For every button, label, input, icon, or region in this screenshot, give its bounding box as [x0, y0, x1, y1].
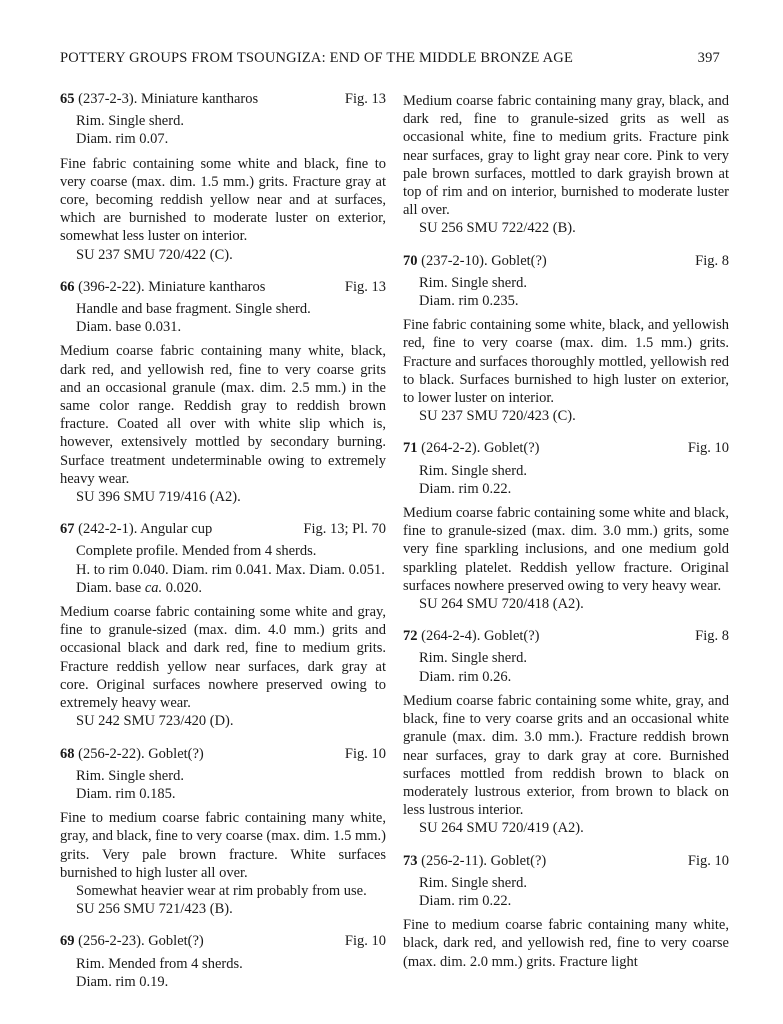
entry-number: 69	[60, 933, 75, 950]
stratigraphic-unit: SU 264 SMU 720/418 (A2).	[419, 596, 584, 613]
figure-reference: Fig. 10	[687, 852, 729, 869]
entry-label: (396-2-22). Miniature kantharos	[74, 278, 266, 295]
entry-heading	[403, 627, 729, 645]
right-column	[403, 92, 729, 985]
entry-dimensions: Diam. base 0.031.	[76, 319, 182, 336]
figure-reference: Fig. 10	[344, 745, 386, 762]
entry-dimensions: Diam. rim 0.19.	[76, 973, 169, 990]
entry-heading	[403, 252, 729, 270]
figure-reference: Fig. 8	[695, 628, 729, 645]
fabric-description: Fine to medium coarse fabric containing many white, black, dark red, and yellowish red, fine to very coarse (max. dim. 2.0 mm.) grits. Fracture light	[403, 917, 729, 970]
fabric-description: Medium coarse fabric containing many gray, black, and dark red, fine to granule-sized grits as well as occasional white, fine to medium grits. Fracture pink near surfaces, gray to light gray near core. Pink to very pale brown surfaces, mottled to dark grayish brown at top of rim and on interior, burnished to moderate luster all over.	[403, 93, 729, 219]
catalog-entry-68	[60, 745, 386, 919]
figure-reference: Fig. 10	[687, 440, 729, 457]
stratigraphic-unit: SU 256 SMU 721/423 (B).	[76, 901, 233, 918]
fabric-description: Fine fabric containing some white, black, and yellowish red, fine to very coarse (max. dim. 1.5 mm.) grits. Fracture and surfaces thoroughly mottled, yellowish red to black. Surfaces burnished to high luster on exterior, to lower luster on interior.	[403, 317, 729, 407]
page-number: 397	[697, 50, 720, 66]
entry-number: 72	[403, 628, 418, 645]
entry-label: (237-2-3). Miniature kantharos	[74, 91, 259, 107]
left-column	[60, 90, 386, 1005]
entry-label: (256-2-11). Goblet(?)	[417, 852, 547, 869]
circa-abbreviation: ca.	[144, 579, 163, 596]
entry-heading	[60, 520, 386, 538]
entry-description: Rim. Single sherd.	[419, 874, 527, 891]
fabric-description: Fine to medium coarse fabric containing many white, gray, and black, fine to very coarse (max. dim. 1.5 mm.) grits. Very pale brown fracture. White surfaces burnished to high luster all over.	[60, 810, 387, 881]
entry-dimensions: Diam. rim 0.07.	[76, 131, 169, 148]
catalog-entry-66	[60, 278, 386, 506]
catalog-entry-73	[403, 852, 729, 971]
entry-heading	[60, 90, 386, 108]
entry-heading	[403, 852, 729, 870]
catalog-entry-70	[403, 252, 729, 426]
entry-label: (264-2-4). Goblet(?)	[417, 628, 540, 645]
figure-reference: Fig. 13	[344, 278, 386, 295]
entry-dimensions	[60, 561, 386, 597]
catalog-entry-72	[403, 627, 729, 837]
entry-dimensions: Diam. rim 0.22.	[419, 892, 512, 909]
entry-number: 67	[60, 521, 75, 538]
entry-heading	[60, 278, 386, 296]
fabric-description: Medium coarse fabric containing some white and gray, fine to granule-sized (max. dim. 4.0 mm.) grits and occasional black and dark red, fine to medium grits. Fracture reddish yellow near surfaces, dark gray at core. Original surfaces nowhere preserved owing to extremely heavy wear.	[60, 604, 386, 712]
entry-description: Rim. Single sherd.	[76, 113, 184, 130]
entry-label: (256-2-23). Goblet(?)	[74, 933, 204, 950]
entry-description: Rim. Single sherd.	[76, 767, 184, 784]
running-header	[60, 50, 720, 67]
entry-heading	[60, 745, 386, 763]
fabric-description: Medium coarse fabric containing many white, black, dark red, and yellowish red, fine to very coarse grits and an occasional granule (max. dim. 2.5 mm.) in the same color range. Reddish gray to reddish brown fracture. Coated all over with white slip which is, however, extensively mottled by secondary burning. Surface treatment undeterminable owing to extremely heavy wear.	[60, 343, 386, 487]
entry-dimensions: Diam. rim 0.22.	[419, 480, 512, 497]
figure-reference: Fig. 8	[695, 252, 729, 269]
fabric-description: Medium coarse fabric containing some white and black, fine to granule-sized (max. dim. 3.0 mm.) grits, some very fine sparkling inclusions, and one medium gold sparkling platelet. Reddish yellow fracture. Original surfaces nowhere preserved owing to very heavy wear.	[403, 505, 729, 594]
catalog-entry-71	[403, 439, 729, 613]
fabric-description: Fine fabric containing some white and black, fine to very coarse (max. dim. 1.5 mm.) grits. Fracture gray at core, becoming reddish yellow near and at surfaces, which are burnished to moderate luster on exterior, somewhat less luster on interior.	[60, 155, 386, 245]
stratigraphic-unit: SU 396 SMU 719/416 (A2).	[76, 489, 241, 506]
entry-description: Handle and base fragment. Single sherd.	[76, 301, 311, 318]
entry-number: 73	[403, 852, 418, 869]
running-title: POTTERY GROUPS FROM TSOUNGIZA: END OF THE MIDDLE BRONZE AGE	[60, 50, 574, 66]
stratigraphic-unit: SU 256 SMU 722/422 (B).	[419, 220, 576, 237]
entry-dimensions: Diam. rim 0.185.	[76, 785, 176, 802]
catalog-entry-69-continued	[403, 92, 729, 238]
entry-description: Rim. Single sherd.	[419, 650, 527, 667]
stratigraphic-unit: SU 237 SMU 720/422 (C).	[76, 246, 233, 263]
stratigraphic-unit: SU 237 SMU 720/423 (C).	[419, 408, 576, 425]
catalog-entry-65	[60, 90, 386, 264]
entry-number: 70	[403, 252, 418, 269]
entry-dimensions: Diam. rim 0.26.	[419, 668, 512, 685]
entry-number: 71	[403, 440, 418, 457]
entry-description: Complete profile. Mended from 4 sherds.	[76, 543, 317, 560]
stratigraphic-unit: SU 264 SMU 720/419 (A2).	[419, 820, 584, 837]
figure-reference: Fig. 10	[344, 933, 386, 950]
entry-description: Rim. Mended from 4 sherds.	[76, 955, 243, 972]
entry-label: (237-2-10). Goblet(?)	[417, 252, 547, 269]
dimensions-text-end: 0.020.	[162, 579, 203, 596]
entry-description: Rim. Single sherd.	[419, 462, 527, 479]
entry-number: 66	[60, 278, 75, 295]
stratigraphic-unit: SU 242 SMU 723/420 (D).	[76, 713, 234, 730]
entry-number: 65	[60, 91, 75, 107]
wear-note: Somewhat heavier wear at rim probably from use.	[76, 882, 367, 899]
entry-number: 68	[60, 745, 75, 762]
figure-reference: Fig. 13	[344, 91, 386, 107]
dimensions-text: H. to rim 0.040. Diam. rim 0.041. Max. Diam. 0.051. Diam. base	[76, 561, 385, 596]
entry-label: (242-2-1). Angular cup	[74, 521, 213, 538]
entry-dimensions: Diam. rim 0.235.	[419, 293, 519, 310]
entry-label: (264-2-2). Goblet(?)	[417, 440, 540, 457]
entry-label: (256-2-22). Goblet(?)	[74, 745, 204, 762]
figure-reference: Fig. 13; Pl. 70	[303, 521, 386, 538]
entry-heading	[403, 439, 729, 457]
catalog-entry-69	[60, 932, 386, 991]
entry-description: Rim. Single sherd.	[419, 274, 527, 291]
catalog-entry-67	[60, 520, 386, 730]
fabric-description: Medium coarse fabric containing some white, gray, and black, fine to very coarse grits and an occasional white granule (max. dim. 3.0 mm.). Fracture reddish brown near surfaces, gray to dark gray at core. Burnished surfaces mottled from reddish brown to black on moderately lustrous exterior, from brown to black on less lustrous interior.	[403, 692, 729, 819]
entry-heading	[60, 932, 386, 950]
